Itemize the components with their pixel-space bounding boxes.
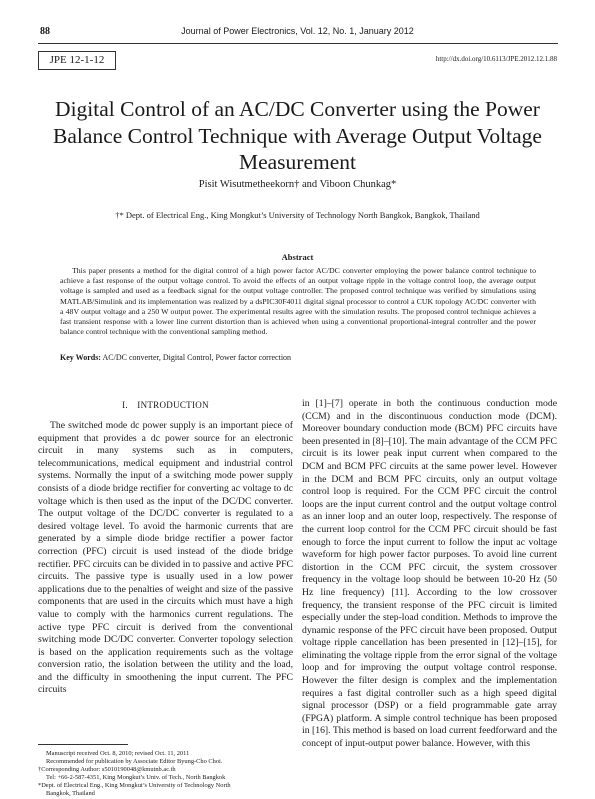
paper-id-box: JPE 12-1-12 [38, 51, 116, 70]
abstract-heading: Abstract [281, 252, 314, 262]
footnote-telephone: Tel: +66-2-587-4351, King Mongkut’s Univ. of Tech., North Bangkok [46, 774, 226, 782]
footnote-corresponding-author: †Corresponding Author: s5010190048@kmutnb.ac.th [38, 766, 176, 774]
keywords-text: AC/DC converter, Digital Control, Power factor correction [102, 353, 292, 362]
author-line: Pisit Wisutmetheekorn† and Viboon Chunkag* [198, 179, 397, 190]
paper-title: Digital Control of an AC/DC Converter using the Power Balance Control Technique with Average Output Voltage Measurement [53, 97, 542, 174]
affiliation-line: †* Dept. of Electrical Eng., King Mongkut’s University of Technology North Bangkok, Bangkok, Thailand [115, 210, 480, 220]
doi-link[interactable]: http://dx.doi.org/10.6113/JPE.2012.12.1.88 [435, 55, 557, 63]
footnote-department: *Dept. of Electrical Eng., King Mongkut’s University of Technology North [38, 782, 231, 790]
page-number: 88 [40, 26, 50, 37]
footnote-rule [38, 744, 128, 745]
abstract-body: This paper presents a method for the digital control of a high power factor AC/DC converter employing the power balance control technique to achieve a fast response of the output voltage control. To avoid the effects of an output voltage ripple in the voltage control loop, the average output voltage is sampled and used as a feedback signal for the output voltage controller. The proposed control technique was verified by simulations using MATLAB/Simulink and its implementation was realized by a dsPIC30F4011 digital signal processor to control a CUK topology AC/DC converter with a 48V output voltage and a 250 W output power. The experimental results agree with the simulation results. The proposed control technique achieves a fast transient response with a lower line current distortion than is achieved when using a conventional proportional-integral controller and the power balance control technique with the conventional sampling method. [60, 266, 536, 337]
section-heading: I. INTRODUCTION [122, 400, 209, 410]
body-column-right: in [1]–[7] operate in both the continuous conduction mode (CCM) and in the discontinuous conduction mode (DCM). Moreover boundary conduction mode (BCM) PFC circuits have been presented in [8]–[10]. The main advantage of the CCM PFC circuit is its lower peak input current when compared to the DCM and BCM PFC circuits at the same power level. However in the DCM and BCM PFC circuits, only an output voltage control loop is required. For the CCM PFC circuit the control loops are the input current control and the output voltage control as an inner loop and an outer loop, respectively. The response of the current loop control for the CCM PFC circuit should be fast enough to force the input current to follow the input ac voltage waveform for high power factor purposes. To avoid line current distortion in the CCM PFC circuit, the system crossover frequency in the voltage loop should be between 10-20 Hz (50 Hz line frequency) [11]. According to the low crossover frequency, the transient response of the PFC circuit is limited especially under the step-load condition. Methods to improve the dynamic response of the PFC circuit have been proposed. Output voltage ripple cancellation has been presented in [12]–[15], for eliminating the voltage ripple from the error signal of the voltage loop and for improving the output voltage control response. However the filter design is complex and the implementation requires a fast digital controller such as a high speed digital signal processor (DSP) or a field programmable gate array (FPGA) platform. A simple control technique has been proposed in [16]. This method is based on load current feedforward and the concept of input-output power balance. However, with this [302, 398, 557, 750]
body-column-left: The switched mode dc power supply is an important piece of equipment that provides a dc power source for an electronic circuit in many systems such as in computers, telecommunications, medical equipment and industrial control systems. Normally the input of a switching mode power supply consists of a diode bridge rectifier for converting ac voltage to dc voltage which is then used as the input of the DC/DC converter. The output voltage of the DC/DC converter is regulated to a desired voltage level. To avoid the harmonic currents that are generated by a simple diode bridge rectifier a power factor correction (PFC) circuit is used instead of the diode bridge rectifier. PFC circuits can be divided in to passive and active PFC circuits. The passive type is usually used in a low power applications due to the penalties of weight and size of the passive components that are used in the circuits which must have a high value to comply with the harmonics current regulations. The active type PFC circuit is derived from the conventional switching mode DC/DC converter. Converter topology selection is based on the application requirements such as the voltage conversion ratio, the isolation between the utility and the load, and the difficulty in smoothening the input current. The PFC circuits [38, 420, 293, 696]
keywords-line [60, 353, 536, 362]
journal-header: Journal of Power Electronics, Vol. 12, No. 1, January 2012 [181, 26, 414, 36]
footnote-received: Manuscript received Oct. 8, 2010; revised Oct. 11, 2011 [46, 750, 190, 757]
footnotes [38, 750, 296, 799]
footnote-recommended: Recommended for publication by Associate Editor Byung-Cho Choi. [46, 758, 223, 766]
keywords-label: Key Words: [60, 353, 101, 362]
footnote-location: Bangkok, Thailand [46, 790, 95, 798]
header-rule [38, 43, 558, 44]
